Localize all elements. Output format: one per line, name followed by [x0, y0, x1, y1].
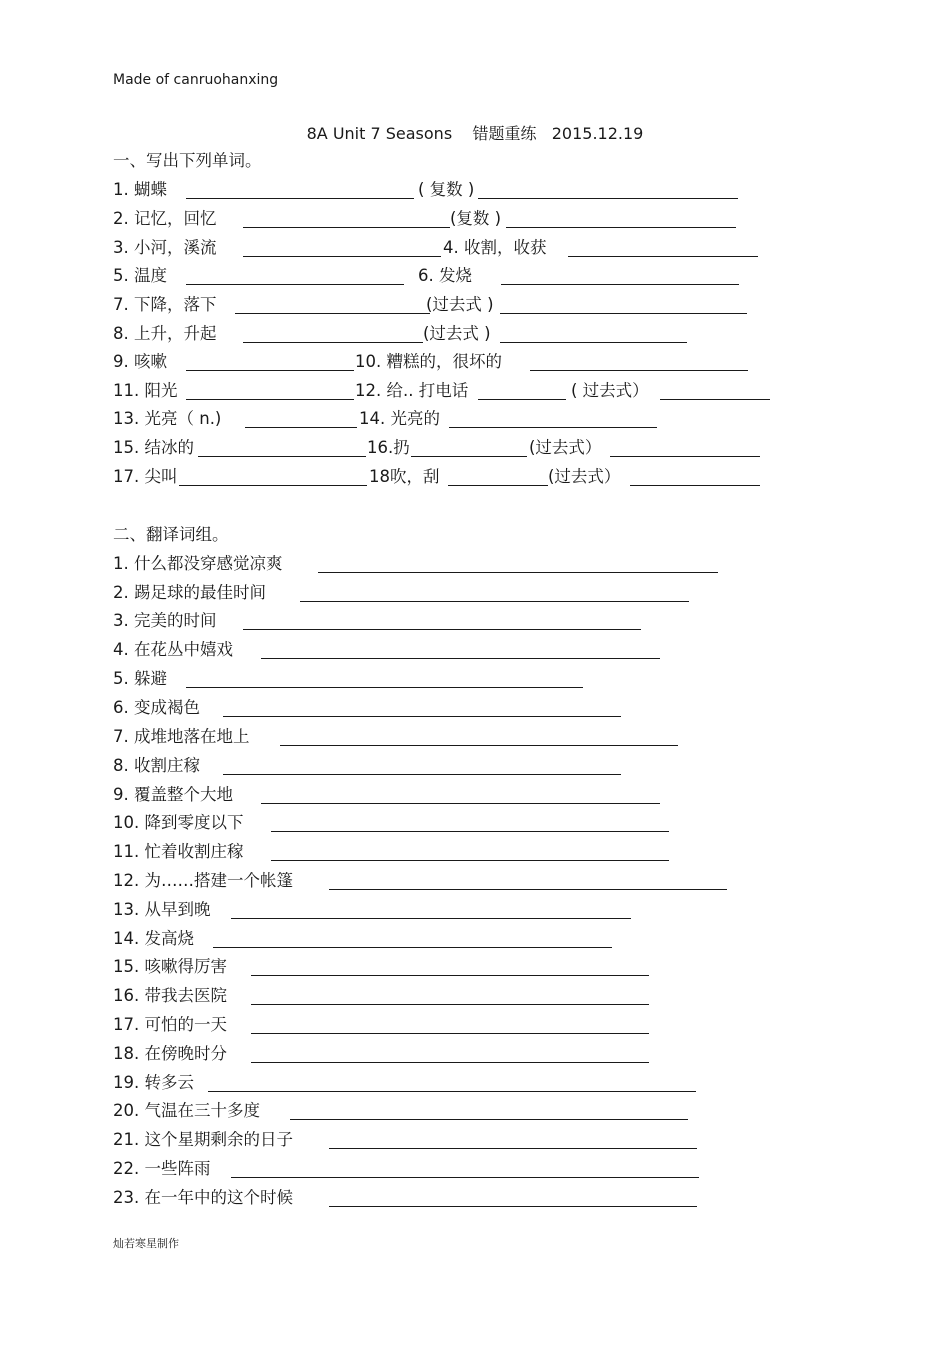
phrase-prompt: 2. 踢足球的最佳时间 — [113, 583, 266, 602]
word-prompt: ( 复数 ) — [418, 180, 475, 199]
section2-heading-text: 二、翻译词组。 — [113, 525, 229, 544]
answer-blank[interactable] — [231, 918, 631, 919]
answer-blank[interactable] — [186, 687, 583, 688]
word-prompt: (过去式） — [548, 467, 621, 486]
footer-note: 灿若寒星制作 — [113, 1237, 179, 1250]
answer-blank[interactable] — [245, 427, 357, 428]
answer-blank[interactable] — [411, 456, 527, 457]
phrase-prompt: 4. 在花丛中嬉戏 — [113, 640, 233, 659]
word-prompt: 11. 阳光 — [113, 381, 178, 400]
answer-blank[interactable] — [660, 399, 770, 400]
word-prompt: (过去式 ) — [423, 324, 491, 343]
answer-blank[interactable] — [329, 1148, 697, 1149]
answer-blank[interactable] — [329, 1206, 697, 1207]
answer-blank[interactable] — [243, 342, 423, 343]
phrase-prompt: 3. 完美的时间 — [113, 611, 217, 630]
phrase-prompt: 16. 带我去医院 — [113, 986, 227, 1005]
word-prompt: 9. 咳嗽 — [113, 352, 167, 371]
answer-blank[interactable] — [448, 485, 548, 486]
word-prompt: 16.扔 — [367, 438, 410, 457]
word-prompt: 7. 下降，落下 — [113, 295, 217, 314]
answer-blank[interactable] — [186, 399, 354, 400]
answer-blank[interactable] — [271, 831, 669, 832]
answer-blank[interactable] — [243, 256, 441, 257]
answer-blank[interactable] — [235, 313, 430, 314]
phrase-prompt: 14. 发高烧 — [113, 929, 194, 948]
answer-blank[interactable] — [478, 399, 566, 400]
word-prompt: 18吹，刮 — [369, 467, 440, 486]
answer-blank[interactable] — [243, 629, 641, 630]
phrase-prompt: 9. 覆盖整个大地 — [113, 785, 233, 804]
answer-blank[interactable] — [198, 456, 366, 457]
word-prompt: 14. 光亮的 — [359, 409, 440, 428]
header-note: Made of canruohanxing — [113, 72, 279, 88]
phrase-prompt: 20. 气温在三十多度 — [113, 1101, 260, 1120]
word-prompt: 13. 光亮（ n.) — [113, 409, 222, 428]
word-prompt: 15. 结冰的 — [113, 438, 194, 457]
phrase-prompt: 11. 忙着收割庄稼 — [113, 842, 244, 861]
word-prompt: 3. 小河，溪流 — [113, 238, 217, 257]
word-prompt: 6. 发烧 — [418, 266, 472, 285]
answer-blank[interactable] — [231, 1177, 699, 1178]
answer-blank[interactable] — [261, 803, 660, 804]
answer-blank[interactable] — [478, 198, 738, 199]
answer-blank[interactable] — [261, 658, 660, 659]
answer-blank[interactable] — [271, 860, 669, 861]
word-prompt: (过去式 ) — [426, 295, 494, 314]
answer-blank[interactable] — [318, 572, 718, 573]
phrase-prompt: 17. 可怕的一天 — [113, 1015, 227, 1034]
phrase-prompt: 12. 为……搭建一个帐篷 — [113, 871, 293, 890]
answer-blank[interactable] — [630, 485, 760, 486]
answer-blank[interactable] — [208, 1091, 696, 1092]
word-prompt: 1. 蝴蝶 — [113, 180, 167, 199]
answer-blank[interactable] — [329, 889, 727, 890]
answer-blank[interactable] — [280, 745, 678, 746]
phrase-prompt: 8. 收割庄稼 — [113, 756, 200, 775]
phrase-prompt: 21. 这个星期剩余的日子 — [113, 1130, 293, 1149]
phrase-prompt: 18. 在傍晚时分 — [113, 1044, 227, 1063]
word-prompt: 10. 糟糕的，很坏的 — [355, 352, 502, 371]
word-prompt: (复数 ) — [450, 209, 502, 228]
answer-blank[interactable] — [290, 1119, 688, 1120]
answer-blank[interactable] — [223, 774, 621, 775]
word-prompt: 12. 给.. 打电话 — [355, 381, 469, 400]
answer-blank[interactable] — [223, 716, 621, 717]
answer-blank[interactable] — [500, 313, 747, 314]
word-prompt: ( 过去式） — [571, 381, 649, 400]
phrase-prompt: 23. 在一年中的这个时候 — [113, 1188, 293, 1207]
answer-blank[interactable] — [568, 256, 758, 257]
word-prompt: 8. 上升，升起 — [113, 324, 217, 343]
worksheet-title: 8A Unit 7 Seasons 错题重练 2015.12.19 — [306, 124, 644, 143]
answer-blank[interactable] — [186, 284, 404, 285]
phrase-prompt: 22. 一些阵雨 — [113, 1159, 211, 1178]
answer-blank[interactable] — [251, 1033, 649, 1034]
answer-blank[interactable] — [501, 284, 739, 285]
phrase-prompt: 1. 什么都没穿感觉凉爽 — [113, 554, 283, 573]
answer-blank[interactable] — [251, 1062, 649, 1063]
phrase-prompt: 10. 降到零度以下 — [113, 813, 244, 832]
answer-blank[interactable] — [186, 198, 414, 199]
answer-blank[interactable] — [251, 1004, 649, 1005]
phrase-prompt: 6. 变成褐色 — [113, 698, 200, 717]
answer-blank[interactable] — [506, 227, 736, 228]
answer-blank[interactable] — [186, 370, 354, 371]
answer-blank[interactable] — [530, 370, 748, 371]
section1-heading-text: 一、写出下列单词。 — [113, 151, 262, 170]
word-prompt: (过去式） — [529, 438, 602, 457]
phrase-prompt: 15. 咳嗽得厉害 — [113, 957, 227, 976]
phrase-prompt: 5. 躲避 — [113, 669, 167, 688]
word-prompt: 4. 收割，收获 — [443, 238, 547, 257]
word-prompt: 17. 尖叫 — [113, 467, 178, 486]
answer-blank[interactable] — [610, 456, 760, 457]
answer-blank[interactable] — [500, 342, 687, 343]
answer-blank[interactable] — [300, 601, 689, 602]
phrase-prompt: 19. 转多云 — [113, 1073, 194, 1092]
answer-blank[interactable] — [243, 227, 450, 228]
answer-blank[interactable] — [251, 975, 649, 976]
answer-blank[interactable] — [449, 427, 657, 428]
word-prompt: 5. 温度 — [113, 266, 167, 285]
word-prompt: 2. 记忆，回忆 — [113, 209, 217, 228]
phrase-prompt: 7. 成堆地落在地上 — [113, 727, 250, 746]
phrase-prompt: 13. 从早到晚 — [113, 900, 211, 919]
answer-blank[interactable] — [213, 947, 612, 948]
answer-blank[interactable] — [179, 485, 367, 486]
